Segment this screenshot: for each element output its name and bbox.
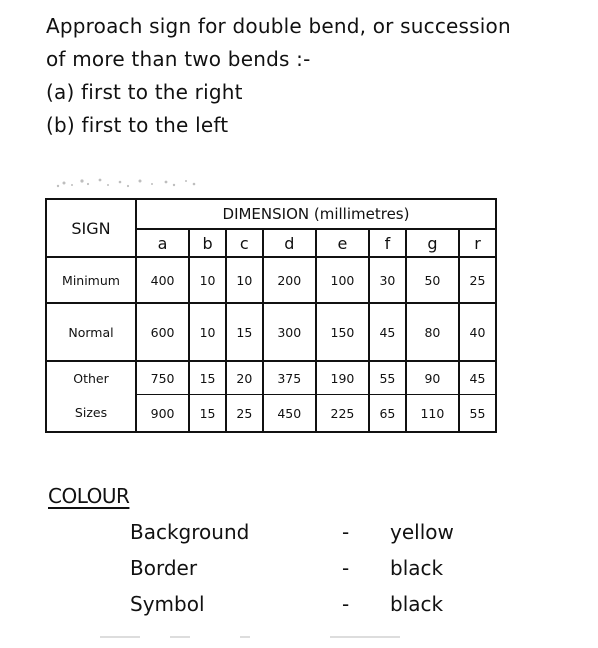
table-cell: 20	[226, 361, 263, 395]
table-cell: 10	[189, 303, 226, 361]
colour-dash: -	[342, 556, 350, 580]
table-cell: 90	[406, 361, 459, 395]
row-label: Other	[46, 361, 136, 395]
dimension-table	[45, 198, 497, 433]
row-label: Normal	[46, 303, 136, 361]
table-cell: 40	[459, 303, 496, 361]
table-row	[46, 257, 496, 303]
column-header: b	[189, 229, 226, 257]
table-cell: 375	[263, 361, 316, 395]
table-cell: 225	[316, 395, 369, 433]
scan-smudge	[48, 172, 218, 192]
column-header: r	[459, 229, 496, 257]
table-cell: 15	[226, 303, 263, 361]
table-cell: 900	[136, 395, 189, 433]
colour-item	[130, 556, 490, 592]
colour-heading: COLOUR	[48, 484, 130, 508]
row-label: Minimum	[46, 257, 136, 303]
table-cell: 150	[316, 303, 369, 361]
colour-dash: -	[342, 592, 350, 616]
column-header: g	[406, 229, 459, 257]
table-cell: 10	[226, 257, 263, 303]
table-row	[46, 361, 496, 395]
table-cell: 750	[136, 361, 189, 395]
colour-item	[130, 520, 490, 556]
table-cell: 400	[136, 257, 189, 303]
table-cell: 25	[459, 257, 496, 303]
colour-part: Border	[130, 556, 198, 580]
table-cell: 65	[369, 395, 406, 433]
table-cell: 25	[226, 395, 263, 433]
table-cell: 600	[136, 303, 189, 361]
colour-value: black	[390, 592, 444, 616]
intro-line-1: Approach sign for double bend, or succession	[46, 14, 511, 38]
intro-item-b: (b) first to the left	[46, 113, 229, 137]
colour-item	[130, 592, 490, 628]
colour-value: yellow	[390, 520, 454, 544]
colour-part: Symbol	[130, 592, 205, 616]
intro-text	[46, 10, 576, 142]
table-cell: 10	[189, 257, 226, 303]
table-cell: 80	[406, 303, 459, 361]
colour-list	[130, 520, 490, 628]
sign-header: SIGN	[46, 199, 136, 257]
table-cell: 55	[369, 361, 406, 395]
table-cell: 55	[459, 395, 496, 433]
colour-part: Background	[130, 520, 250, 544]
column-header: e	[316, 229, 369, 257]
table-cell: 200	[263, 257, 316, 303]
table-cell: 450	[263, 395, 316, 433]
colour-value: black	[390, 556, 444, 580]
table-cell: 50	[406, 257, 459, 303]
table-cell: 300	[263, 303, 316, 361]
column-header: c	[226, 229, 263, 257]
table-cell: 190	[316, 361, 369, 395]
column-header: d	[263, 229, 316, 257]
table-cell: 30	[369, 257, 406, 303]
scan-artifact	[100, 636, 460, 638]
colour-dash: -	[342, 520, 350, 544]
table-cell: 100	[316, 257, 369, 303]
column-header: a	[136, 229, 189, 257]
table-cell: 110	[406, 395, 459, 433]
dimension-header: DIMENSION (millimetres)	[136, 199, 496, 229]
intro-line-2: of more than two bends :-	[46, 47, 311, 71]
table-row	[46, 395, 496, 433]
table-cell: 45	[369, 303, 406, 361]
table-row	[46, 303, 496, 361]
table-cell: 15	[189, 395, 226, 433]
intro-item-a: (a) first to the right	[46, 80, 243, 104]
table-cell: 15	[189, 361, 226, 395]
column-header: f	[369, 229, 406, 257]
table-cell: 45	[459, 361, 496, 395]
row-label: Sizes	[46, 395, 136, 433]
